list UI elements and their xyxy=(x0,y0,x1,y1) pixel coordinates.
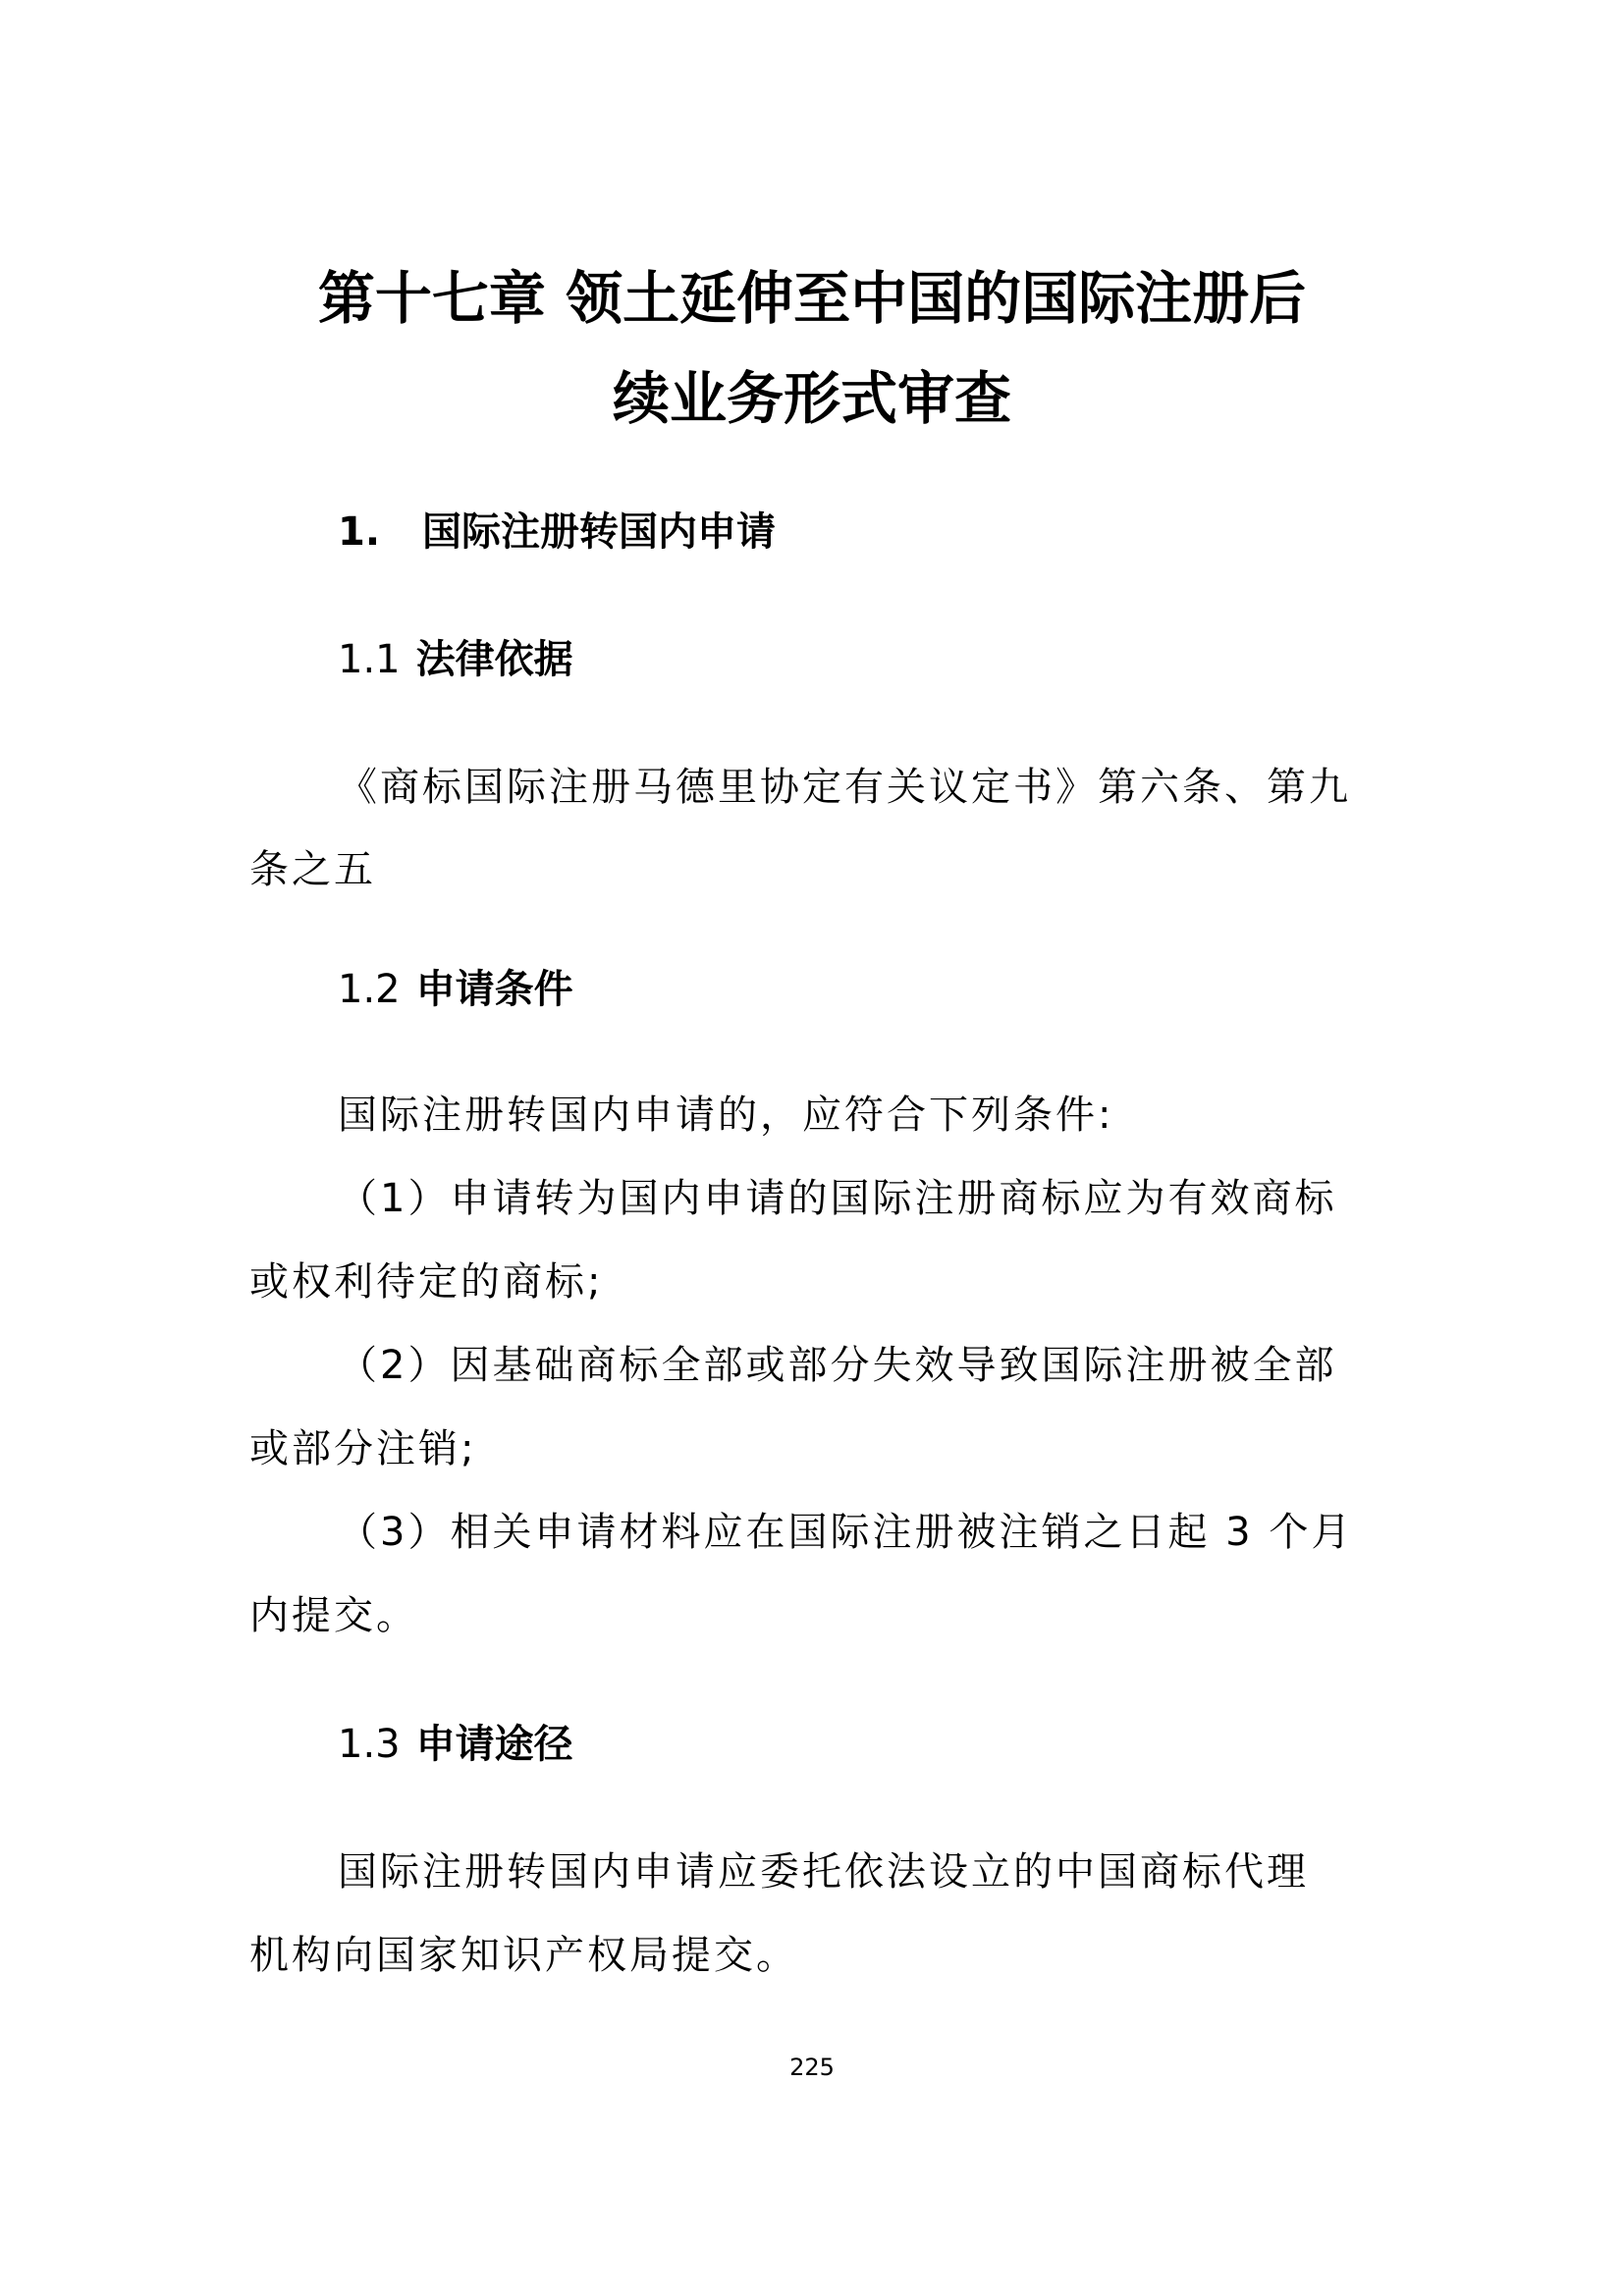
subsection-number: 1.1 xyxy=(338,637,401,682)
channel-line-2: 机构向国家知识产权局提交。 xyxy=(249,1933,798,1978)
legal-basis-line-2: 条之五 xyxy=(249,847,376,892)
condition-1-line-1: （1）申请转为国内申请的国际注册商标应为有效商标 xyxy=(338,1176,1337,1221)
subsection-label: 申请条件 xyxy=(415,967,573,1012)
chapter-title-line-1: 第十七章 领土延伸至中国的国际注册后 xyxy=(317,265,1307,332)
subsection-number: 1.2 xyxy=(338,967,401,1012)
subsection-label: 法律依据 xyxy=(415,637,573,682)
section-label: 国际注册转国内申请 xyxy=(422,509,776,555)
condition-2-line-1: （2）因基础商标全部或部分失效导致国际注册被全部 xyxy=(338,1343,1337,1388)
legal-basis-line-1: 《商标国际注册马德里协定有关议定书》第六条、第九 xyxy=(338,765,1351,810)
subsection-heading-1-2 xyxy=(338,967,573,1012)
subsection-label: 申请途径 xyxy=(415,1722,573,1767)
subsection-heading-1-1 xyxy=(338,637,573,682)
condition-1-line-2: 或权利待定的商标; xyxy=(249,1259,604,1305)
condition-2-line-2: 或部分注销; xyxy=(249,1426,477,1471)
conditions-intro: 国际注册转国内申请的，应符合下列条件: xyxy=(338,1093,1114,1138)
condition-3-line-2: 内提交。 xyxy=(249,1593,418,1638)
subsection-heading-1-3 xyxy=(338,1722,573,1767)
subsection-number: 1.3 xyxy=(338,1722,401,1767)
chapter-title-line-2: 续业务形式审查 xyxy=(612,365,1011,432)
page-number: 225 xyxy=(789,2054,835,2081)
condition-3-line-1: （3）相关申请材料应在国际注册被注销之日起 3 个月 xyxy=(338,1510,1354,1555)
section-heading-1 xyxy=(338,509,776,555)
section-number: 1. xyxy=(338,509,381,555)
channel-line-1: 国际注册转国内申请应委托依法设立的中国商标代理 xyxy=(338,1849,1309,1895)
